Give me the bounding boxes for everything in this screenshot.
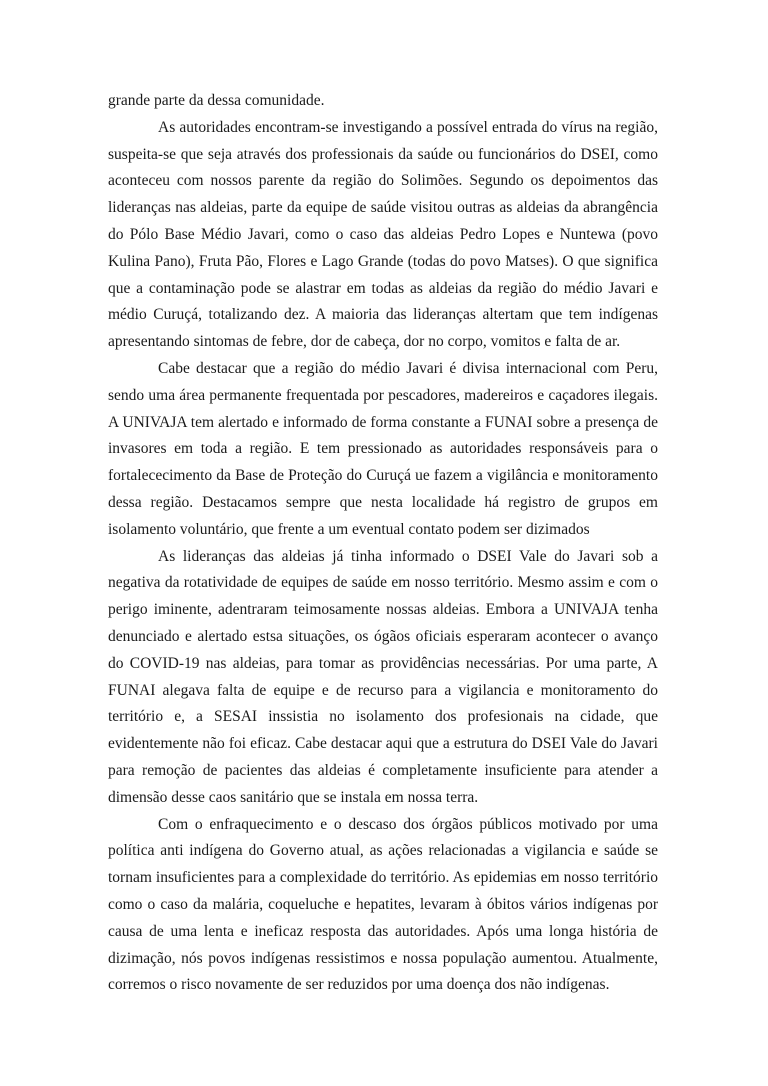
paragraph-public-neglect: Com o enfraquecimento e o descaso dos órgãos públicos motivado por uma política anti indígena do Governo atual, as ações relacionadas a vigilancia e saúde se tornam insuficientes para a complexidade do território. As epidemias em nosso território como o caso da malária, coqueluche e hepatites, levaram à óbitos vários indígenas por causa de uma lenta e ineficaz resposta das autoridades. Após uma longa história de dizimação, nós povos indígenas ressistimos e nossa população aumentou. Atualmente, corremos o risco novamente de ser reduzidos por uma doença dos não indígenas.	[108, 815, 658, 994]
paragraph-border-region: Cabe destacar que a região do médio Javari é divisa internacional com Peru, sendo uma área permanente frequentada por pescadores, madereiros e caçadores ilegais. A UNIVAJA tem alertado e informado de forma constante a FUNAI sobre a presença de invasores em toda a região. E tem pressionado as autoridades responsáveis para o fortalececimento da Base de Proteção do Curuçá ue fazem a vigilância e monitoramento dessa região. Destacamos sempre que nesta localidade há registro de grupos em isolamento voluntário, que frente a um eventual contato podem ser dizimados	[108, 359, 658, 538]
document-page	[108, 88, 658, 999]
paragraph-virus-investigation: As autoridades encontram-se investigando a possível entrada do vírus na região, suspeita-se que seja através dos professionais da saúde ou funcionários do DSEI, como aconteceu com nossos parente da região do Solimões. Segundo os depoimentos das lideranças nas aldeias, parte da equipe de saúde visitou outras as aldeias da abrangência do Pólo Base Médio Javari, como o caso das aldeias Pedro Lopes e Nuntewa (povo Kulina Pano), Fruta Pão, Flores e Lago Grande (todas do povo Matses). O que significa que a contaminação pode se alastrar em todas as aldeias da região do médio Javari e médio Curuçá, totalizando dez. A maioria das lideranças altertam que tem indígenas apresentando sintomas de febre, dor de cabeça, dor no corpo, vomitos e falta de ar.	[108, 118, 658, 351]
paragraph-health-teams: As lideranças das aldeias já tinha informado o DSEI Vale do Javari sob a negativa da rotatividade de equipes de saúde em nosso território. Mesmo assim e com o perigo iminente, adentraram teimosamente nossas aldeias. Embora a UNIVAJA tenha denunciado e alertado estsa situações, os ógãos oficiais esperaram acontecer o avanço do COVID-19 nas aldeias, para tomar as providências necessárias. Por uma parte, A FUNAI alegava falta de equipe e de recurso para a vigilancia e monitoramento do território e, a SESAI inssistia no isolamento dos profesionais na cidade, que evidentemente não foi eficaz. Cabe destacar aqui que a estrutura do DSEI Vale do Javari para remoção de pacientes das aldeias é completamente insuficiente para atender a dimensão desse caos sanitário que se instala em nossa terra.	[108, 547, 658, 806]
paragraph-continuation: grande parte da dessa comunidade.	[108, 92, 325, 109]
